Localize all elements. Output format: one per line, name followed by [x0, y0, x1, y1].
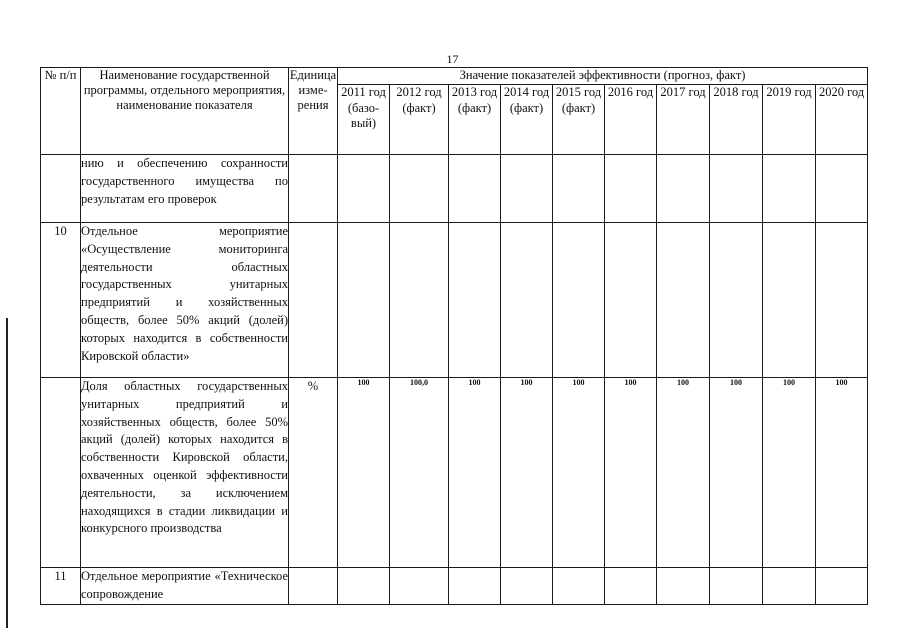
row-text: Отдельное мероприятие «Осуществление мониторинга деятельности областных государственных унитарных предприятий и хозяйственных обществ, более 50% акций (долей) которых находится в собственности Кировской области» [81, 223, 289, 378]
header-unit: Единица изме-рения [289, 68, 338, 155]
header-name: Наименование государственной программы, отдельного мероприятия, наименование показателя [81, 68, 289, 155]
header-year: 2018 год [710, 85, 763, 155]
header-num: № п/п [41, 68, 81, 155]
row-value [605, 568, 657, 605]
table-row [41, 155, 868, 223]
row-number [41, 378, 81, 568]
row-value [605, 223, 657, 378]
header-year: 2014 год (факт) [501, 85, 553, 155]
row-value [338, 155, 390, 223]
row-value [338, 568, 390, 605]
header-year: 2012 год (факт) [390, 85, 449, 155]
row-value [710, 155, 763, 223]
header-year: 2019 год [763, 85, 816, 155]
row-value [449, 223, 501, 378]
row-unit [289, 568, 338, 605]
row-value [553, 223, 605, 378]
row-value: 100 [816, 378, 868, 568]
row-value: 100 [338, 378, 390, 568]
row-value [338, 223, 390, 378]
row-value [763, 155, 816, 223]
table-row [41, 378, 868, 568]
row-value: 100 [501, 378, 553, 568]
row-value [390, 223, 449, 378]
indicators-table [40, 67, 868, 605]
header-year: 2015 год (факт) [553, 85, 605, 155]
row-value [763, 568, 816, 605]
row-value [816, 223, 868, 378]
row-value [710, 223, 763, 378]
row-value [501, 223, 553, 378]
row-value: 100 [605, 378, 657, 568]
row-value [657, 155, 710, 223]
header-group: Значение показателей эффективности (прогноз, факт) [338, 68, 868, 85]
row-value: 100 [657, 378, 710, 568]
row-value [816, 155, 868, 223]
row-value [449, 568, 501, 605]
row-value [710, 568, 763, 605]
header-year: 2011 год (базо-вый) [338, 85, 390, 155]
row-value [501, 568, 553, 605]
row-value: 100 [553, 378, 605, 568]
row-value [390, 568, 449, 605]
row-unit [289, 155, 338, 223]
row-text: нию и обеспечению сохранности государственного имущества по результатам его проверок [81, 155, 289, 223]
table-row [41, 223, 868, 378]
header-year: 2020 год [816, 85, 868, 155]
row-value: 100 [710, 378, 763, 568]
row-number: 10 [41, 223, 81, 378]
row-text: Отдельное мероприятие «Техническое сопровождение [81, 568, 289, 605]
row-value [657, 568, 710, 605]
row-value [390, 155, 449, 223]
row-value [763, 223, 816, 378]
row-unit [289, 223, 338, 378]
row-unit: % [289, 378, 338, 568]
header-year: 2013 год (факт) [449, 85, 501, 155]
header-year: 2017 год [657, 85, 710, 155]
row-value [605, 155, 657, 223]
row-value [449, 155, 501, 223]
row-text: Доля областных государственных унитарных предприятий и хозяйственных обществ, более 50% акций (долей) которых находится в собственности Кировской области, охваченных оценкой эффективности деятельности, за исключением находящихся в стадии ликвидации и конкурсного производства [81, 378, 289, 568]
row-value [553, 568, 605, 605]
row-value [657, 223, 710, 378]
page-number: 17 [446, 52, 459, 66]
table-row [41, 568, 868, 605]
header-year: 2016 год [605, 85, 657, 155]
row-value [553, 155, 605, 223]
row-value [816, 568, 868, 605]
header-row-top [41, 68, 868, 85]
row-value: 100,0 [390, 378, 449, 568]
row-value [501, 155, 553, 223]
row-value: 100 [449, 378, 501, 568]
row-number: 11 [41, 568, 81, 605]
row-number [41, 155, 81, 223]
row-value: 100 [763, 378, 816, 568]
scan-edge-line [6, 318, 8, 628]
